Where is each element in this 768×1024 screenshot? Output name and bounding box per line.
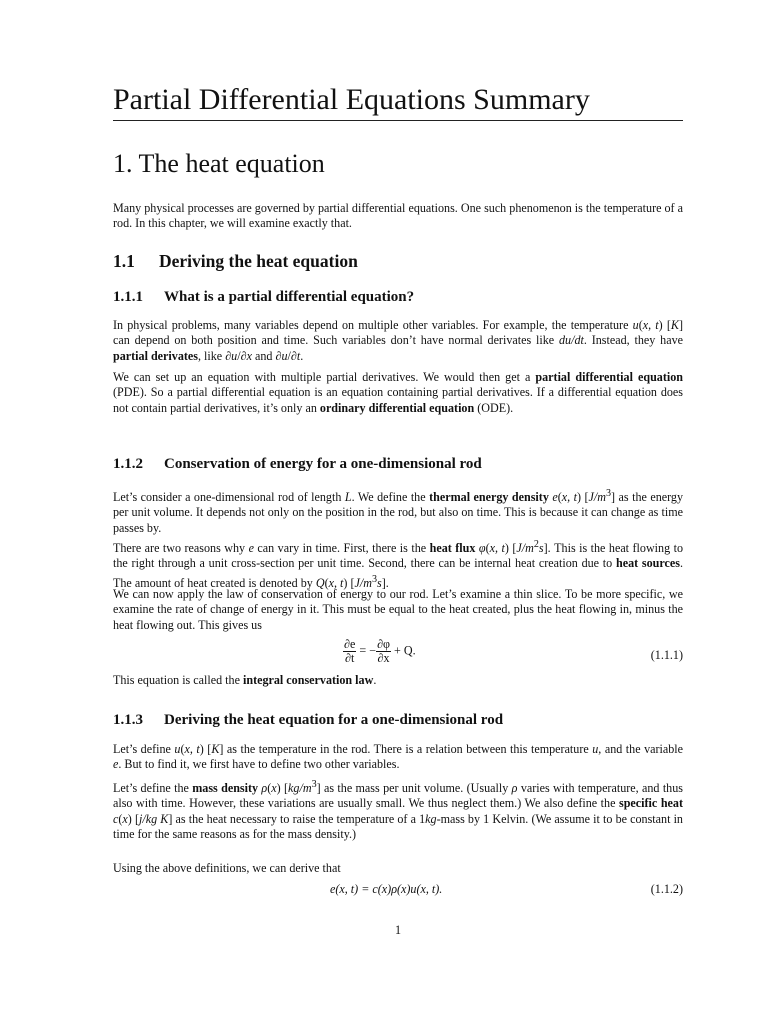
subsection-number: 1.1.1 <box>113 289 143 305</box>
section-title: Deriving the heat equation <box>159 251 358 271</box>
equation-tail: + Q. <box>391 643 416 658</box>
chapter-title: The heat equation <box>138 149 325 178</box>
fraction <box>376 638 391 665</box>
fraction <box>343 638 356 665</box>
equation-1-1-1 <box>113 638 683 674</box>
chapter-heading <box>113 146 325 182</box>
numerator: ∂φ <box>377 637 391 651</box>
equation-1-1-2 <box>113 882 683 900</box>
subsection-title: Conservation of energy for a one-dimensional rod <box>164 456 482 472</box>
equation-number: (1.1.2) <box>650 882 683 896</box>
paragraph: Using the above definitions, we can derive that <box>113 861 341 875</box>
intro-paragraph: Many physical processes are governed by partial differential equations. One such phenomenon is the temperature of a rod. In this chapter, we will examine exactly that. <box>113 201 683 231</box>
document-title: Partial Differential Equations Summary <box>113 80 683 121</box>
equation-body <box>343 638 416 665</box>
subsection-title: Deriving the heat equation for a one-dimensional rod <box>164 712 504 728</box>
paragraph: In physical problems, many variables depend on multiple other variables. For example, the temperature u(x, t) [K] can depend on both position and time. Such variables don’t have normal derivates like du/dt. Instead, they have partial derivates, like ∂u/∂x and ∂u/∂t. <box>113 318 684 363</box>
subsection-number: 1.1.2 <box>113 456 143 472</box>
paragraph: Let’s consider a one-dimensional rod of length L. We define the thermal energy density e(x, t) $[J/m^3]$ as the energy per unit volume. It depends not only on the position in the rod, but also on time. This is because it can change as time passes by. <box>113 488 684 535</box>
subsection-heading <box>113 454 482 474</box>
chapter-number: 1. <box>113 149 133 178</box>
denominator: ∂x <box>377 651 390 665</box>
subsection-heading <box>113 710 503 730</box>
equation-body: e(x, t) = c(x)ρ(x)u(x, t). <box>330 882 443 896</box>
paragraph: We can now apply the law of conservation of energy to our rod. Let’s examine a thin slice. To be more specific, we examine the rate of change of energy in it. This must be equal to the heat created, plus the heat flowing in, minus the heat flowing out. This gives us <box>113 587 683 632</box>
subsection-title: What is a partial differential equation? <box>164 289 415 305</box>
equation-operator: = − <box>356 643 377 658</box>
numerator: ∂e <box>344 637 356 651</box>
equation-number: (1.1.1) <box>650 648 683 662</box>
paragraph: We can set up an equation with multiple partial derivatives. We would then get a partial differential equation (PDE). So a partial differential equation is an equation containing partial derivatives. If a differential equation does not contain partial derivatives, it’s only an ordinary differential equation (ODE). <box>113 370 683 415</box>
section-heading <box>113 250 358 272</box>
denominator: ∂t <box>345 651 355 665</box>
subsection-heading <box>113 287 414 307</box>
paragraph: There are two reasons why e can vary in time. First, there is the heat flux φ(x, t) $[J/m^2s]$. This is the heat flowing to the right through a unit cross-section per unit time. Second, there can be internal heat creation due to heat sources. The amount of heat created is denoted by Q(x, t) $[J/m^3s]$. <box>113 539 684 590</box>
paragraph: This equation is called the integral conservation law. <box>113 673 377 687</box>
page-number: 1 <box>395 923 402 937</box>
paragraph: Let’s define u(x, t) [K] as the temperature in the rod. There is a relation between this temperature u, and the variable e. But to find it, we first have to define two other variables. <box>113 742 684 772</box>
subsection-number: 1.1.3 <box>113 712 143 728</box>
section-number: 1.1 <box>113 251 135 271</box>
paragraph: Let’s define the mass density ρ(x) $[kg/m^3]$ as the mass per unit volume. (Usually ρ varies with temperature, and thus also with time. However, these variations are usually small. We thus neglect them.) We also define the specific heat c(x) [j/kg K] as the heat necessary to raise the temperature of a 1kg-mass by 1 Kelvin. (We assume it to be constant in time for the same reasons as for the mass density.) <box>113 779 683 842</box>
